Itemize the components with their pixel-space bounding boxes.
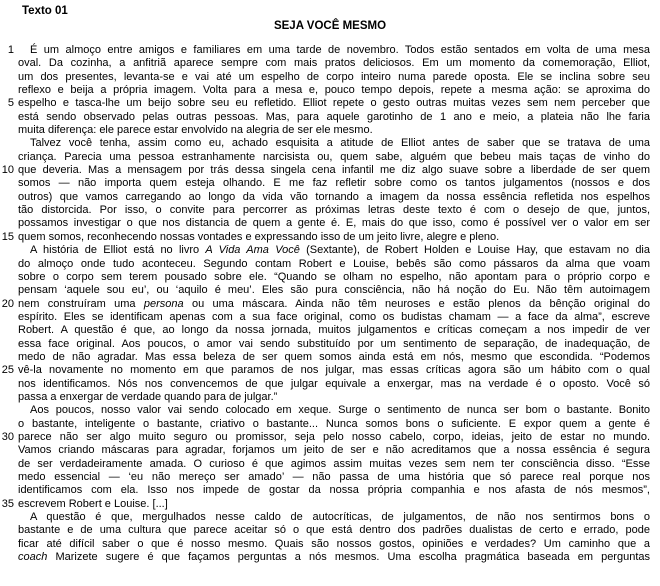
text-line-content: somos — não importa quem esteja olhando. E me faz refletir sobre como os tantos julgamentos (nossos e dos: [18, 177, 650, 190]
text-line-content: muita diferença: ele parece estar envolvido na alegria de ser ele mesmo.: [18, 124, 373, 137]
line-number: [0, 338, 18, 351]
text-line: [0, 191, 660, 204]
line-number: 35: [1, 497, 14, 510]
text-line: [0, 271, 660, 284]
line-number: [0, 524, 18, 537]
line-number: 20: [1, 297, 14, 310]
text-line: [0, 431, 660, 444]
text-line-content: oval. Da cozinha, a anfitriã aparece sempre com mais pratos deliciosos. Em um momento da comemoração, Elliot,: [18, 57, 650, 70]
text-line: [0, 298, 660, 311]
text-line: [0, 84, 660, 97]
line-number: [0, 391, 18, 404]
text-line-content: reflexo e beija a própria imagem. Volta para a mesa e, pouco tempo depois, repete a mesma ação: se aproxima do: [18, 84, 650, 97]
text-line-content: identificamos com ela. Isso nos impede de gostar da nossa própria companhia e nos afasta de nós mesmos”,: [18, 484, 650, 497]
text-line: [0, 351, 660, 364]
line-number: [0, 71, 18, 84]
text-line-content: coach Marizete sugere é que façamos perguntas a nós mesmos. Uma escolha pragmática baseada em perguntas: [18, 551, 650, 564]
text-line-content: um dos presentes, levanta-se e vai até um espelho de corpo inteiro numa parede oposta. Ele se inclina sobre seu: [18, 70, 650, 83]
text-line: [0, 418, 660, 431]
line-number: 15: [1, 230, 14, 243]
line-number: [0, 111, 18, 124]
line-number: [0, 217, 18, 230]
text-line-content: vê-la novamente no momento em que paramos de nos julgar, mas essas críticas agora são um hábito com o qual: [18, 364, 650, 377]
line-number: [0, 244, 18, 257]
text-line: [0, 258, 660, 271]
text-line-content: quem somos, reconhecendo nossas vontades e expressando isso de um jeito livre, alegre e pleno.: [18, 230, 500, 243]
line-number: [0, 124, 18, 137]
text-line-content: está sendo observado pelas outras pessoas. Mas, para aquele garotinho de 1 ano e meio, a plateia não lhe faria: [18, 110, 650, 123]
line-number: [0, 191, 18, 204]
text-line: [0, 97, 660, 110]
text-line: [0, 151, 660, 164]
line-number: [0, 444, 18, 457]
line-number: [0, 351, 18, 364]
line-number: [0, 404, 18, 417]
text-line: [0, 551, 660, 564]
text-line-content: passa a enxergar de verdade quando para de julgar.”: [18, 390, 278, 403]
text-line: [0, 124, 660, 137]
text-line-content: medo essencial — ‘eu não mereço ser amado’ — não passa de uma história que só parece real porque nos: [18, 471, 650, 483]
text-line-content: Aos poucos, nosso valor vai sendo colocado em xeque. Surge o sentimento de nunca ser bom o bastante. Bonito: [30, 404, 650, 417]
text-line: [0, 498, 660, 511]
page-title: SEJA VOCÊ MESMO: [273, 20, 387, 32]
text-line: [0, 231, 660, 244]
text-line: [0, 177, 660, 190]
text-line-content: sobre o corpo sem terem pousado sobre ele. “Quando se olham no espelho, não apontam para o próprio corpo e: [18, 270, 650, 283]
line-number: [0, 511, 18, 524]
line-number: 30: [1, 430, 14, 443]
text-line-content: ficar até difícil saber o que é nosso mesmo. Quais são nossos gostos, opiniões e verdades? Um caminho que a: [18, 537, 650, 550]
text-line: [0, 378, 660, 391]
text-line: [0, 164, 660, 177]
text-line: [0, 404, 660, 417]
line-number: 1: [7, 44, 14, 56]
line-number: [0, 284, 18, 297]
text-line-content: nem construíram uma persona ou uma máscara. Ainda não têm neuroses e estão plenos da bênção original do: [18, 297, 650, 310]
line-number: 10: [1, 164, 14, 177]
text-line: [0, 57, 660, 70]
text-line-content: possamos investigar o que nos distancia de quem a gente é. E, mais do que isso, como é possível ver o valor em ser: [18, 217, 650, 230]
line-number: [0, 84, 18, 97]
text-line-content: espírito. Eles se identificam apenas com a sua face original, como os budistas chamam — a face da alma”, escreve: [18, 310, 650, 323]
text-line-content: pensam ‘aquele sou eu’, ou ‘aquilo é meu’. Eles são pura consciência, não há noção do Eu. Não têm autoimagem: [18, 284, 650, 297]
text-line: [0, 338, 660, 351]
line-number: [0, 471, 18, 484]
text-line-content: Robert. A questão é que, ao longo da nossa jornada, muitos julgamentos e críticas começam a nos impedir de ver: [18, 324, 650, 337]
line-number: [0, 418, 18, 431]
text-line-content: medo de não agradar. Mas essa beleza de ser quem somos ainda está em nós, mesmo que escondida. “Podemos: [18, 350, 650, 363]
text-line: [0, 44, 660, 57]
text-line: [0, 284, 660, 297]
text-line: [0, 511, 660, 524]
text-line-content: criança. Parecia uma pessoa estranhamente narcisista ou, quem sabe, alguém que bebeu mais taças de vinho do: [18, 150, 650, 163]
doc-label: Texto 01: [22, 5, 68, 17]
text-line: [0, 458, 660, 471]
text-line: [0, 71, 660, 84]
line-number: [0, 151, 18, 164]
text-line: [0, 391, 660, 404]
text-line-content: tão distorcida. Por isso, o convite para percorrer as próximas letras deste texto é com o desejo de que, juntos,: [18, 204, 650, 217]
line-number: [0, 311, 18, 324]
line-number: [0, 538, 18, 551]
line-number: [0, 177, 18, 190]
line-number: [0, 551, 18, 564]
line-number: [0, 271, 18, 284]
text-line-content: A história de Elliot está no livro A Vida Ama Você (Sextante), de Robert Holden e Louise Hay, que estavam no dia: [30, 244, 650, 257]
text-line: [0, 324, 660, 337]
text-line-content: Vamos criando máscaras para agradar, forjamos um jeito de ser e não acreditamos que a nossa essência é segura: [18, 444, 650, 457]
line-number: [0, 258, 18, 271]
text-line-content: espelho e tasca-lhe um beijo sobre seu eu refletido. Elliot repete o gesto outras muitas vezes sem nem perceber que: [18, 97, 650, 110]
text-line: [0, 364, 660, 377]
text-line-content: escrevem Robert e Louise. [...]: [18, 497, 168, 510]
line-number: [0, 137, 18, 150]
text-line-content: parece não ser algo muito seguro ou promissor, seja pelo nosso cabelo, corpo, ideias, jeito de estar no mundo.: [18, 430, 650, 443]
text-line-content: A questão é que, mergulhados nesse caldo de autocríticas, de julgamentos, de não nos sentirmos bons o: [30, 511, 650, 524]
text-line-content: essa face original. Aos poucos, o amor vai sendo substituído por um sentimento de separação, de inadequação, de: [18, 337, 650, 350]
line-number: [0, 324, 18, 337]
text-line: [0, 204, 660, 217]
text-line: [0, 484, 660, 497]
text-line: [0, 137, 660, 150]
text-line-content: que deveria. Mas a mensagem por trás dessa singela cena infantil me diz algo suave sobre a liberdade de ser quem: [18, 164, 650, 177]
text-line: [0, 244, 660, 257]
text-line: [0, 444, 660, 457]
text-line-content: outros) que vamos carregando ao longo da vida vão tornando a imagem da nossa essência refletida nos espelhos: [18, 190, 650, 203]
text-line-content: do almoço onde tudo aconteceu. Segundo contam Robert e Louise, bebês são como pássaros da alma que voam: [18, 257, 650, 270]
text-body: [0, 44, 660, 564]
line-number: [0, 458, 18, 471]
text-line-content: Talvez você tenha, assim como eu, achado esquisita a atitude de Elliot antes de saber que se tratava de uma: [30, 137, 650, 150]
line-number: 25: [1, 364, 14, 377]
line-number: [0, 57, 18, 70]
text-line-content: o bastante, inteligente o bastante, criativo o bastante... Nunca somos bons o suficiente. E expor quem a gente é: [18, 417, 650, 430]
text-line: [0, 538, 660, 551]
text-line: [0, 111, 660, 124]
text-line-content: É um almoço entre amigos e familiares em uma tarde de novembro. Todos estão sentados em volta de uma mesa: [30, 44, 650, 56]
line-number: [0, 204, 18, 217]
text-line: [0, 217, 660, 230]
text-line: [0, 524, 660, 537]
text-line-content: nos identificamos. Nós nos convencemos de que julgar equivale a enxergar, mas na verdade é o oposto. Você só: [18, 377, 650, 390]
text-line-content: bastante e de uma cultura que parece aceitar só o que está dentro dos padrões dualistas de certo e errado, pode: [18, 524, 650, 537]
text-line: [0, 311, 660, 324]
line-number: [0, 378, 18, 391]
text-line: [0, 471, 660, 484]
line-number: [0, 484, 18, 497]
line-number: 5: [7, 97, 14, 110]
text-line-content: de ser verdadeiramente amada. O curioso é que agimos assim muitas vezes sem nem ter consciência disso. “Esse: [18, 457, 650, 470]
